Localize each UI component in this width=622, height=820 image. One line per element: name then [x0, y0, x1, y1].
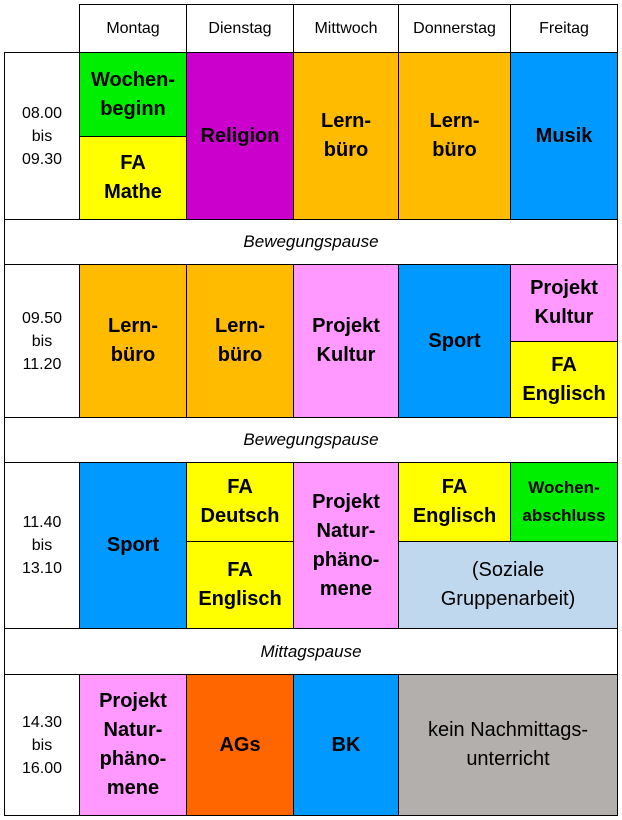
lesson-lernbuero-thu: Lern- büro [398, 52, 511, 220]
lesson-sport-mon: Sport [79, 462, 187, 629]
lesson-ags: AGs [186, 674, 294, 816]
lesson-sport-thu: Sport [398, 264, 511, 418]
lesson-projekt-naturphaenomene-wed: Projekt Natur- phäno- mene [293, 462, 399, 629]
lesson-lernbuero-wed: Lern- büro [293, 52, 399, 220]
lesson-musik: Musik [510, 52, 618, 220]
lesson-bk: BK [293, 674, 399, 816]
time-slot-3: 11.40 bis 13.10 [4, 462, 80, 629]
break-bewegungspause-2: Bewegungspause [4, 417, 618, 463]
lesson-fa-deutsch: FA Deutsch [186, 462, 294, 542]
lesson-kein-nachmittagsunterricht: kein Nachmittags- unterricht [398, 674, 618, 816]
break-bewegungspause-1: Bewegungspause [4, 219, 618, 265]
lesson-fa-englisch-thu: FA Englisch [398, 462, 511, 542]
header-day-mittwoch: Mittwoch [293, 4, 399, 53]
header-day-dienstag: Dienstag [186, 4, 294, 53]
time-slot-2: 09.50 bis 11.20 [4, 264, 80, 418]
lesson-lernbuero-mon: Lern- büro [79, 264, 187, 418]
header-day-freitag: Freitag [510, 4, 618, 53]
time-slot-1: 08.00 bis 09.30 [4, 52, 80, 220]
lesson-projekt-naturphaenomene-mon: Projekt Natur- phäno- mene [79, 674, 187, 816]
time-slot-4: 14.30 bis 16.00 [4, 674, 80, 816]
header-day-montag: Montag [79, 4, 187, 53]
lesson-projekt-kultur-fri: Projekt Kultur [510, 264, 618, 342]
lesson-projekt-kultur-wed: Projekt Kultur [293, 264, 399, 418]
lesson-religion: Religion [186, 52, 294, 220]
lesson-fa-englisch-tue: FA Englisch [186, 541, 294, 629]
lesson-fa-englisch-fri: FA Englisch [510, 341, 618, 418]
lesson-lernbuero-tue: Lern- büro [186, 264, 294, 418]
lesson-fa-mathe: FA Mathe [79, 136, 187, 220]
lesson-soziale-gruppenarbeit: (Soziale Gruppenarbeit) [398, 541, 618, 629]
break-mittagspause: Mittagspause [4, 628, 618, 675]
lesson-wochenbeginn: Wochen- beginn [79, 52, 187, 137]
lesson-wochenabschluss: Wochen- abschluss [510, 462, 618, 542]
header-day-donnerstag: Donnerstag [398, 4, 511, 53]
